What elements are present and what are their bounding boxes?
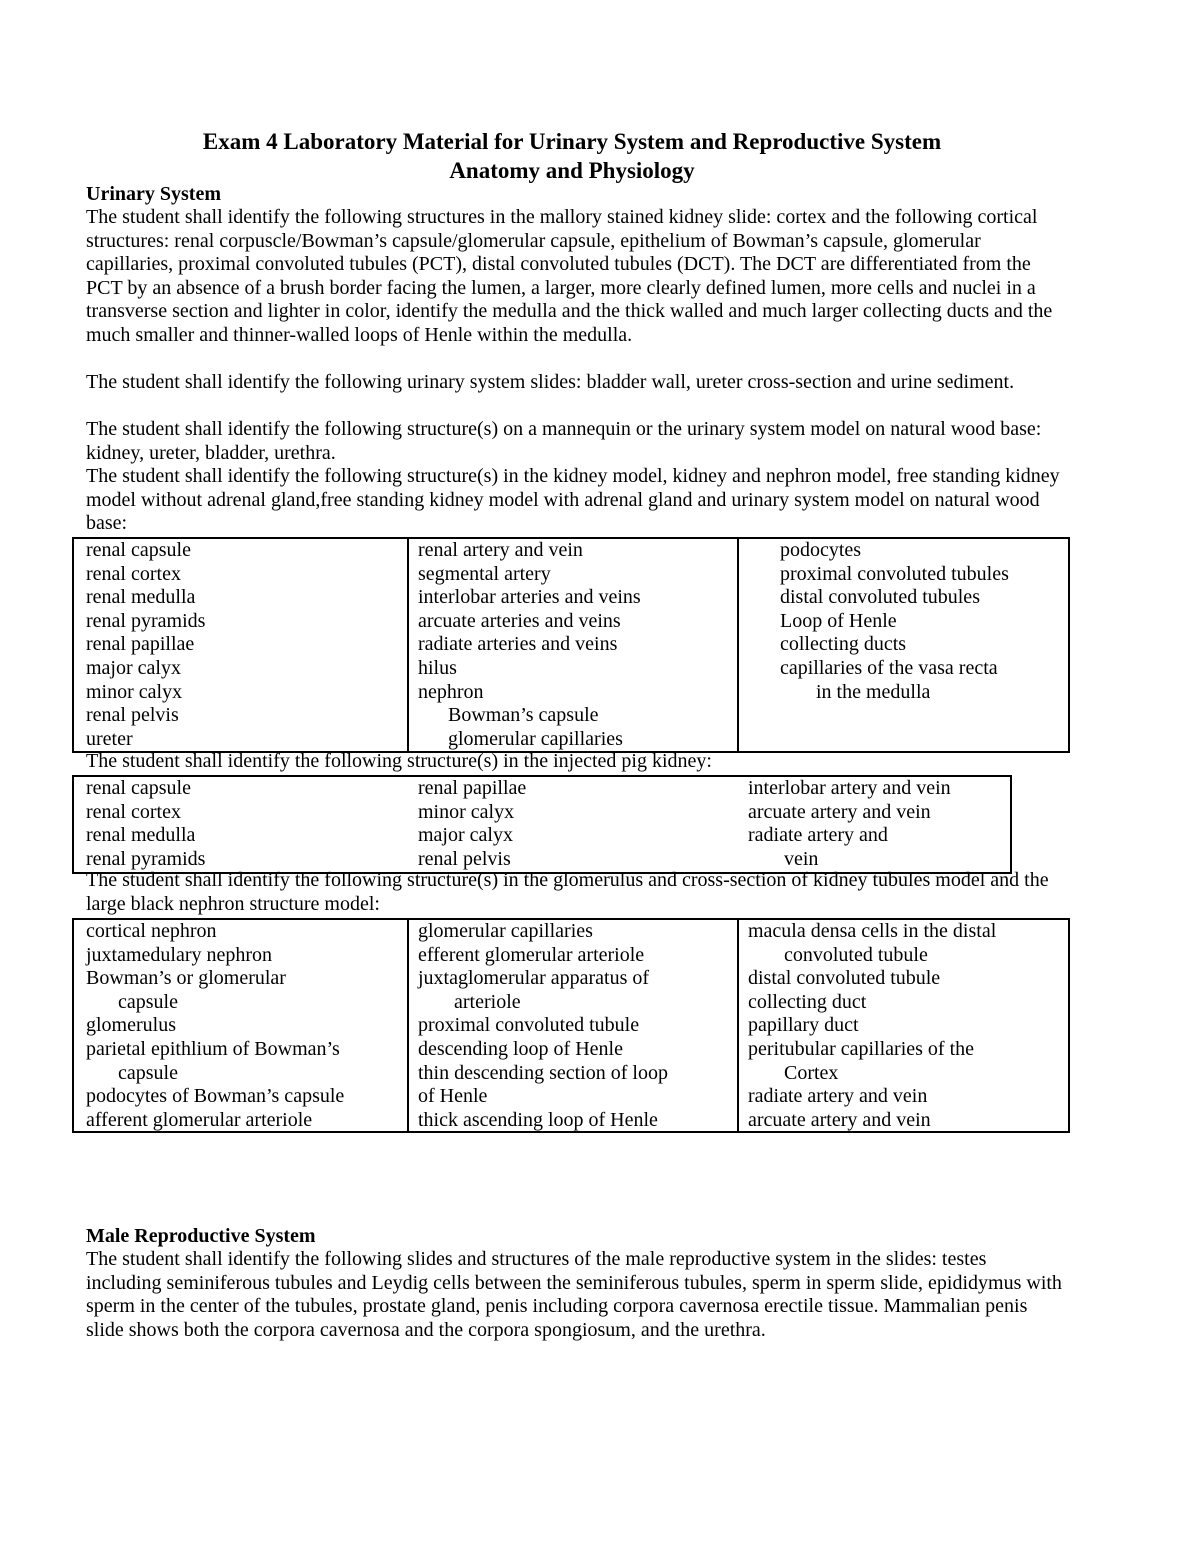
table-cell: capillaries of the vasa recta: [780, 657, 998, 679]
table-cell: renal papillae: [86, 633, 195, 656]
table-cell: interlobar arteries and veins: [418, 586, 641, 609]
table-cell: distal convoluted tubule: [748, 967, 941, 990]
table-cell: renal medulla: [86, 824, 196, 847]
urinary-paragraph-6: The student shall identify the following structure(s) in the glomerulus and cross-section of kidney tubules model and the large black nephron structure model:: [86, 869, 1049, 915]
table-cell: radiate artery and vein: [748, 1085, 928, 1108]
table-cell: interlobar artery and vein: [748, 777, 951, 799]
table-cell: vein: [784, 847, 819, 870]
urinary-system-heading: Urinary System: [86, 183, 221, 205]
table-cell: hilus: [418, 657, 457, 679]
urinary-paragraph-4: The student shall identify the following structure(s) in the kidney model, kidney and nephron model, free standing kidney model without adrenal gland,free standing kidney model with adrenal gland and urinary system model on natural wood base:: [86, 465, 1060, 535]
table-cell: glomerulus: [86, 1014, 176, 1037]
table-cell: renal pyramids: [86, 847, 206, 870]
table-cell: renal pyramids: [86, 609, 206, 632]
table-cell: in the medulla: [816, 680, 931, 703]
nephron-model-col-1: [74, 920, 407, 1131]
kidney-model-col-3: [737, 539, 1070, 751]
table-cell: arcuate artery and vein: [748, 800, 931, 823]
male-paragraph-1: The student shall identify the following slides and structures of the male reproductive system in the slides: testes including seminiferous tubules and Leydig cells between the seminiferous tubules, sperm in sperm slide, epididymus with sperm in the center of the tubules, prostate gland, penis including corpora cavernosa erectile tissue. Mammalian penis slide shows both the corpora cavernosa and the corpora spongiosum, and the urethra.: [86, 1248, 1062, 1341]
table-cell: convoluted tubule: [784, 943, 928, 966]
urinary-paragraph-3: The student shall identify the following structure(s) on a mannequin or the urinary system model on natural wood base: kidney, ureter, bladder, urethra.: [86, 418, 1042, 464]
pig-kidney-col-1: [74, 777, 407, 872]
table-cell: renal cortex: [86, 562, 181, 585]
table-cell: papillary duct: [748, 1014, 859, 1037]
table-cell: minor calyx: [86, 680, 183, 703]
table-cell: renal artery and vein: [418, 539, 583, 561]
table-cell: segmental artery: [418, 562, 551, 585]
table-cell: renal pelvis: [418, 847, 511, 870]
table-cell: collecting duct: [748, 990, 867, 1013]
table-cell: podocytes of Bowman’s capsule: [86, 1085, 345, 1108]
table-cell: renal pelvis: [86, 704, 179, 727]
nephron-model-col-2: [407, 920, 739, 1131]
table-cell: renal papillae: [418, 777, 527, 799]
table-cell: Bowman’s or glomerular: [86, 967, 286, 990]
table-cell: podocytes: [780, 539, 862, 561]
document-title-line-2: Anatomy and Physiology: [449, 158, 695, 183]
urinary-paragraph-2: The student shall identify the following urinary system slides: bladder wall, ureter cross-section and urine sediment.: [86, 371, 1015, 393]
table-cell: arteriole: [454, 990, 521, 1013]
table-cell: Bowman’s capsule: [448, 704, 599, 727]
table-cell: ureter: [86, 727, 133, 750]
table-cell: of Henle: [418, 1085, 488, 1108]
table-cell: capsule: [118, 990, 178, 1013]
table-cell: minor calyx: [418, 800, 515, 823]
table-cell: thick ascending loop of Henle: [418, 1108, 658, 1131]
table-cell: efferent glomerular arteriole: [418, 943, 645, 966]
nephron-model-col-3: [737, 920, 1070, 1131]
table-cell: macula densa cells in the distal: [748, 920, 997, 942]
document-title-line-1: Exam 4 Laboratory Material for Urinary System and Reproductive System: [202, 129, 942, 154]
table-cell: renal capsule: [86, 539, 191, 561]
table-cell: collecting ducts: [780, 633, 907, 656]
pig-kidney-col-2: [407, 777, 739, 872]
table-cell: capsule: [118, 1061, 178, 1084]
table-cell: Cortex: [784, 1061, 839, 1084]
table-cell: major calyx: [418, 824, 513, 847]
kidney-model-col-2: [407, 539, 739, 751]
table-cell: Loop of Henle: [780, 609, 897, 632]
table-cell: peritubular capillaries of the: [748, 1038, 975, 1060]
pig-kidney-table: [72, 775, 1012, 874]
table-cell: glomerular capillaries: [448, 727, 623, 750]
table-cell: afferent glomerular arteriole: [86, 1108, 313, 1131]
table-cell: arcuate arteries and veins: [418, 609, 621, 632]
table-cell: parietal epithlium of Bowman’s: [86, 1038, 340, 1060]
table-cell: renal medulla: [86, 586, 196, 609]
table-cell: juxtaglomerular apparatus of: [418, 967, 650, 990]
table-cell: cortical nephron: [86, 920, 217, 942]
table-cell: descending loop of Henle: [418, 1038, 623, 1060]
table-cell: thin descending section of loop: [418, 1061, 668, 1084]
table-cell: nephron: [418, 680, 484, 703]
table-cell: juxtamedulary nephron: [86, 943, 273, 966]
table-cell: renal capsule: [86, 777, 191, 799]
table-cell: arcuate artery and vein: [748, 1108, 931, 1131]
kidney-model-table: [72, 537, 1070, 753]
table-cell: renal cortex: [86, 800, 181, 823]
table-cell: major calyx: [86, 657, 181, 679]
kidney-model-col-1: [74, 539, 407, 751]
table-cell: proximal convoluted tubule: [418, 1014, 640, 1037]
pig-kidney-col-3: [739, 777, 1010, 872]
male-reproductive-heading: Male Reproductive System: [86, 1225, 316, 1247]
urinary-paragraph-1: The student shall identify the following structures in the mallory stained kidney slide: cortex and the following cortical structures: renal corpuscle/Bowman’s capsule/glomerular capsule, epithelium of Bowman’s capsule, glomerular capillaries, proximal convoluted tubules (PCT), distal convoluted tubules (DCT). The DCT are differentiated from the PCT by an absence of a brush border facing the lumen, a larger, more clearly defined lumen, more cells and nuclei in a transverse section and lighter in color, identify the medulla and the thick walled and much larger collecting ducts and the much smaller and thinner-walled loops of Henle within the medulla.: [86, 206, 1053, 346]
urinary-paragraph-5: The student shall identify the following structure(s) in the injected pig kidney:: [86, 750, 712, 772]
table-cell: distal convoluted tubules: [780, 586, 980, 609]
table-cell: glomerular capillaries: [418, 920, 593, 942]
table-cell: radiate artery and: [748, 824, 888, 847]
table-cell: proximal convoluted tubules: [780, 562, 1009, 585]
nephron-model-table: [72, 918, 1070, 1133]
table-cell: radiate arteries and veins: [418, 633, 618, 656]
